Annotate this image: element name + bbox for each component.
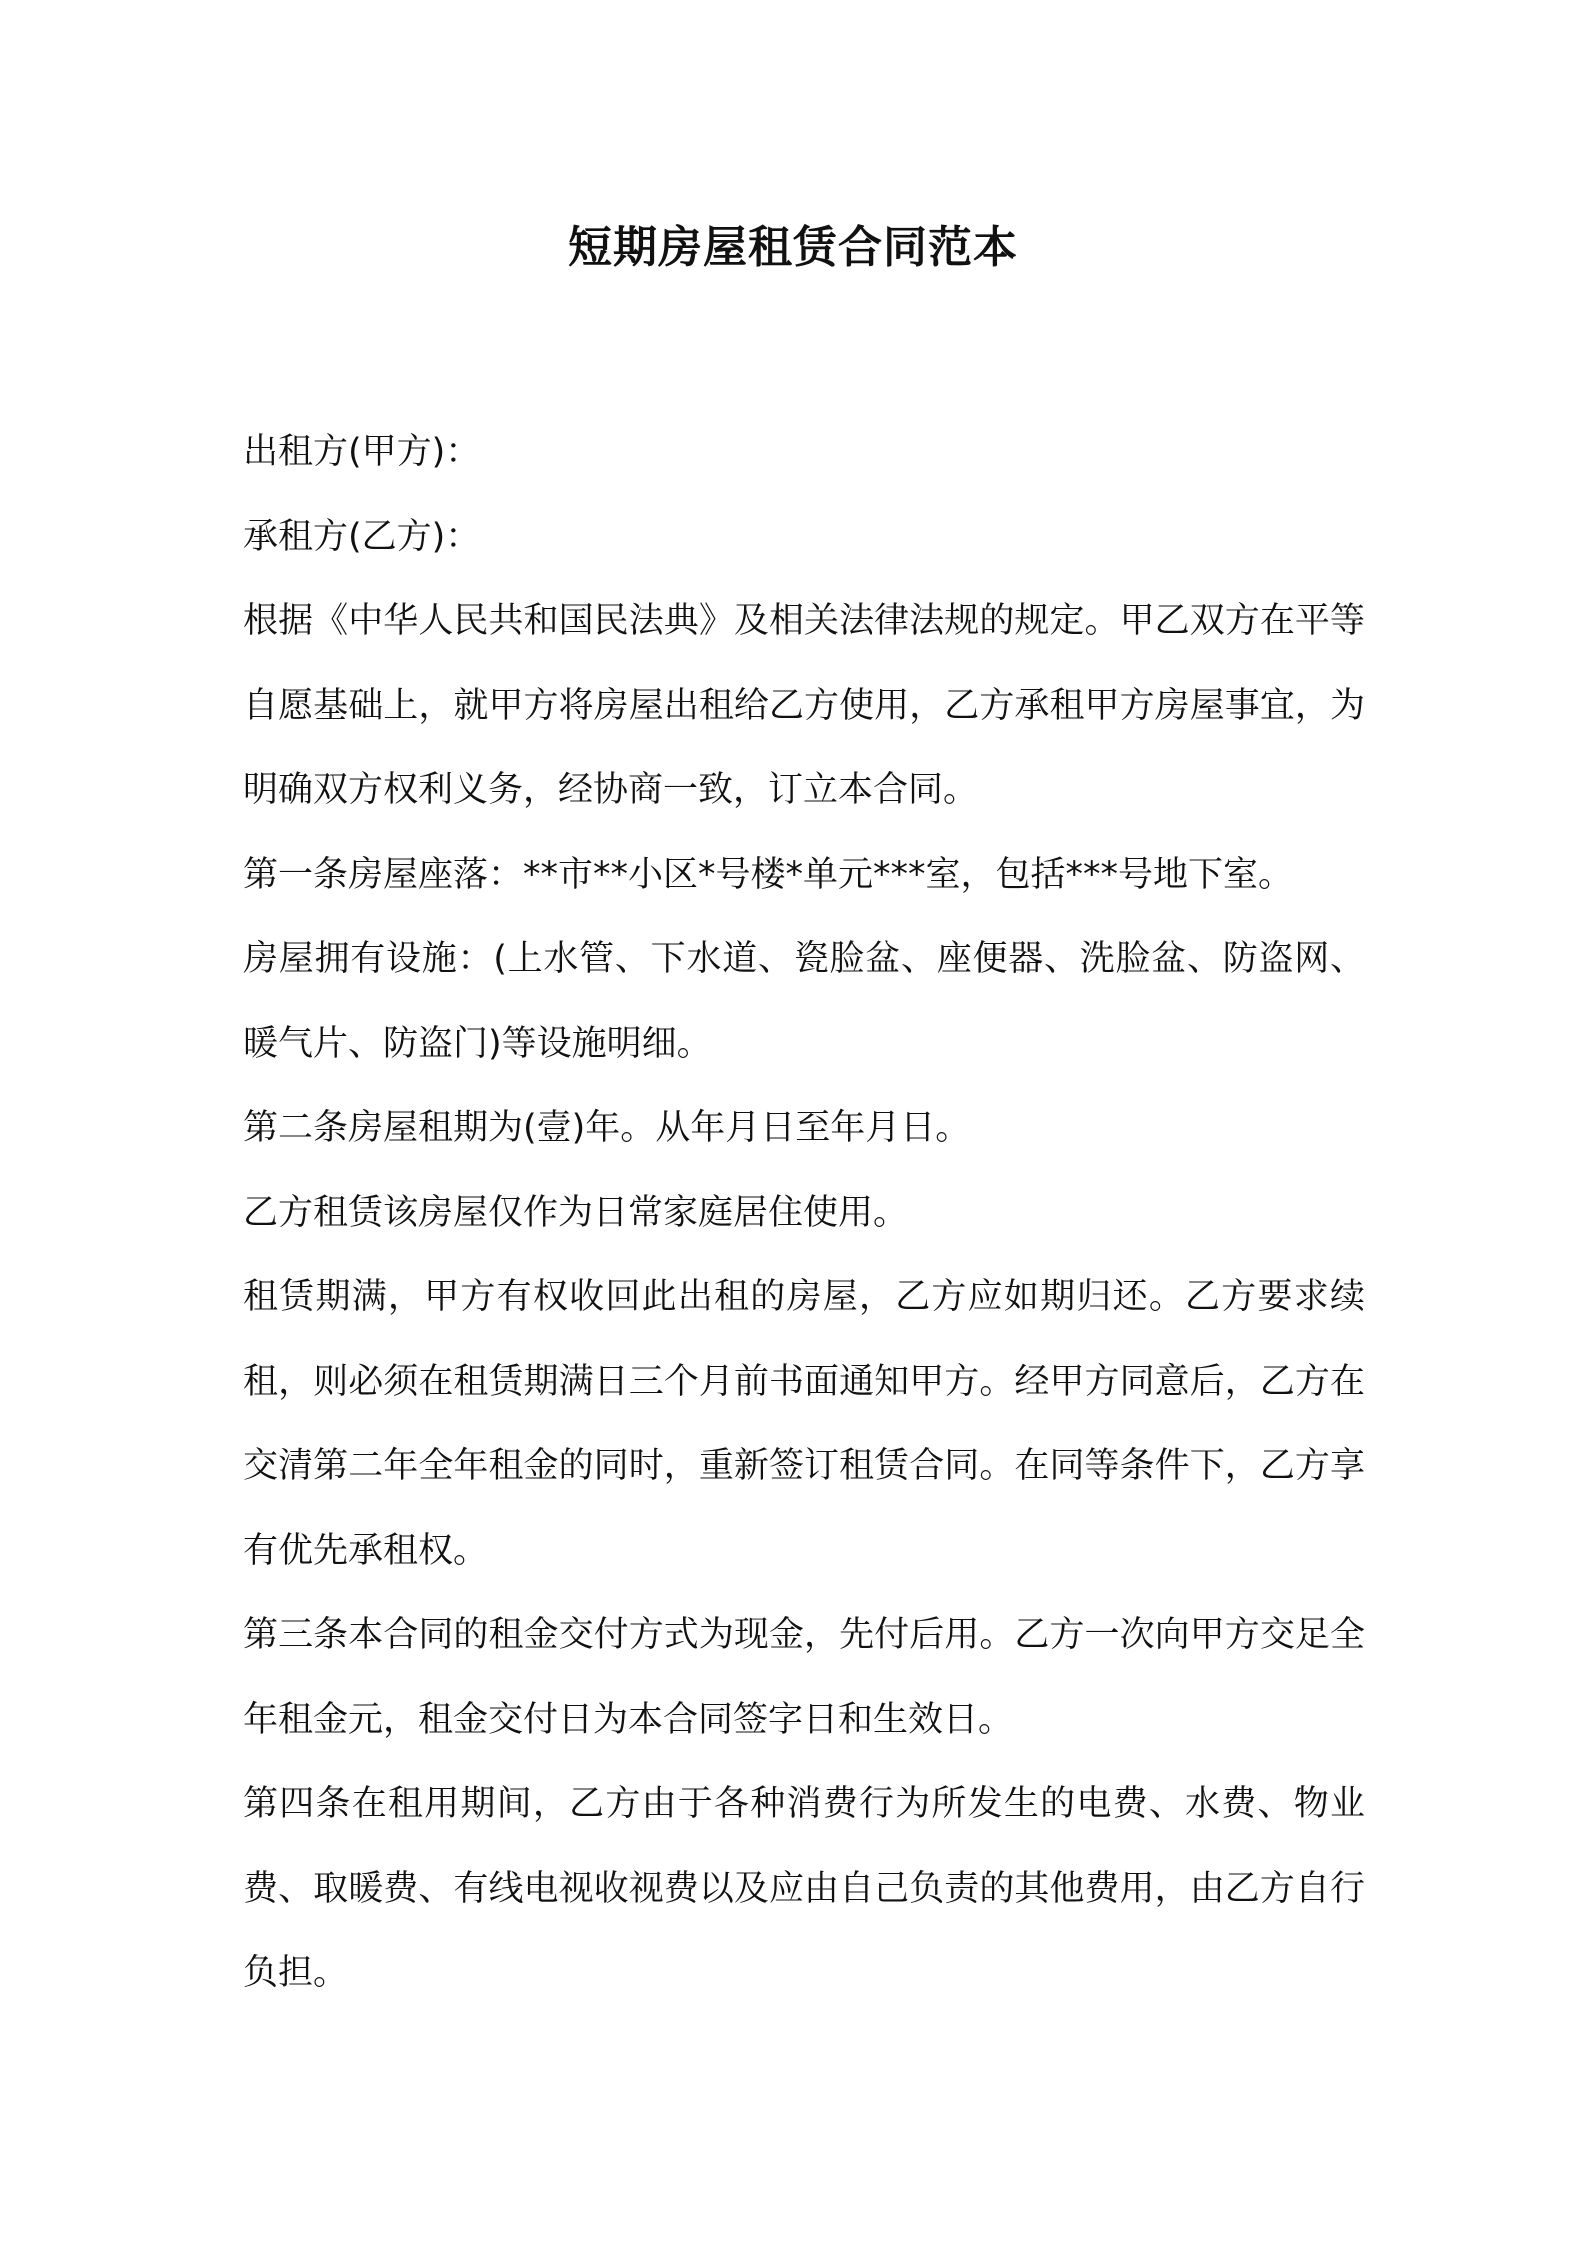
lessee-line: 承租方(乙方)： — [243, 516, 481, 557]
renewal-paragraph: 租赁期满，甲方有权收回此出租的房屋，乙方应如期归还。乙方要求续租，则必须在租赁期满日三个月前书面通知甲方。经甲方同意后，乙方在交清第二年全年租金的同时，重新签订租赁合同。在同等条件下，乙方享有优先承租权。 — [243, 1277, 1365, 1571]
facilities-paragraph: 房屋拥有设施：(上水管、下水道、瓷脸盆、座便器、洗脸盆、防盗网、暖气片、防盗门)等设施明细。 — [243, 939, 1365, 1064]
document-body — [243, 410, 1365, 2016]
document-title: 短期房屋租赁合同范本 — [568, 222, 1018, 273]
article-3-payment: 第三条本合同的租金交付方式为现金，先付后用。乙方一次向甲方交足全年租金元，租金交付日为本合同签字日和生效日。 — [243, 1615, 1365, 1740]
article-4-expenses: 第四条在租用期间，乙方由于各种消费行为所发生的电费、水费、物业费、取暖费、有线电视收视费以及应由自己负责的其他费用，由乙方自行负担。 — [243, 1784, 1365, 1993]
usage-paragraph: 乙方租赁该房屋仅作为日常家庭居住使用。 — [243, 1192, 909, 1233]
lessor-line: 出租方(甲方)： — [243, 432, 481, 472]
article-1-location: 第一条房屋座落：**市**小区*号楼*单元***室，包括***号地下室。 — [243, 854, 1294, 895]
article-2-term: 第二条房屋租期为(壹)年。从年月日至年月日。 — [243, 1108, 971, 1148]
preamble-paragraph: 根据《中华人民共和国民法典》及相关法律法规的规定。甲乙双方在平等自愿基础上，就甲方将房屋出租给乙方使用，乙方承租甲方房屋事宜，为明确双方权利义务，经协商一致，订立本合同。 — [243, 601, 1365, 810]
